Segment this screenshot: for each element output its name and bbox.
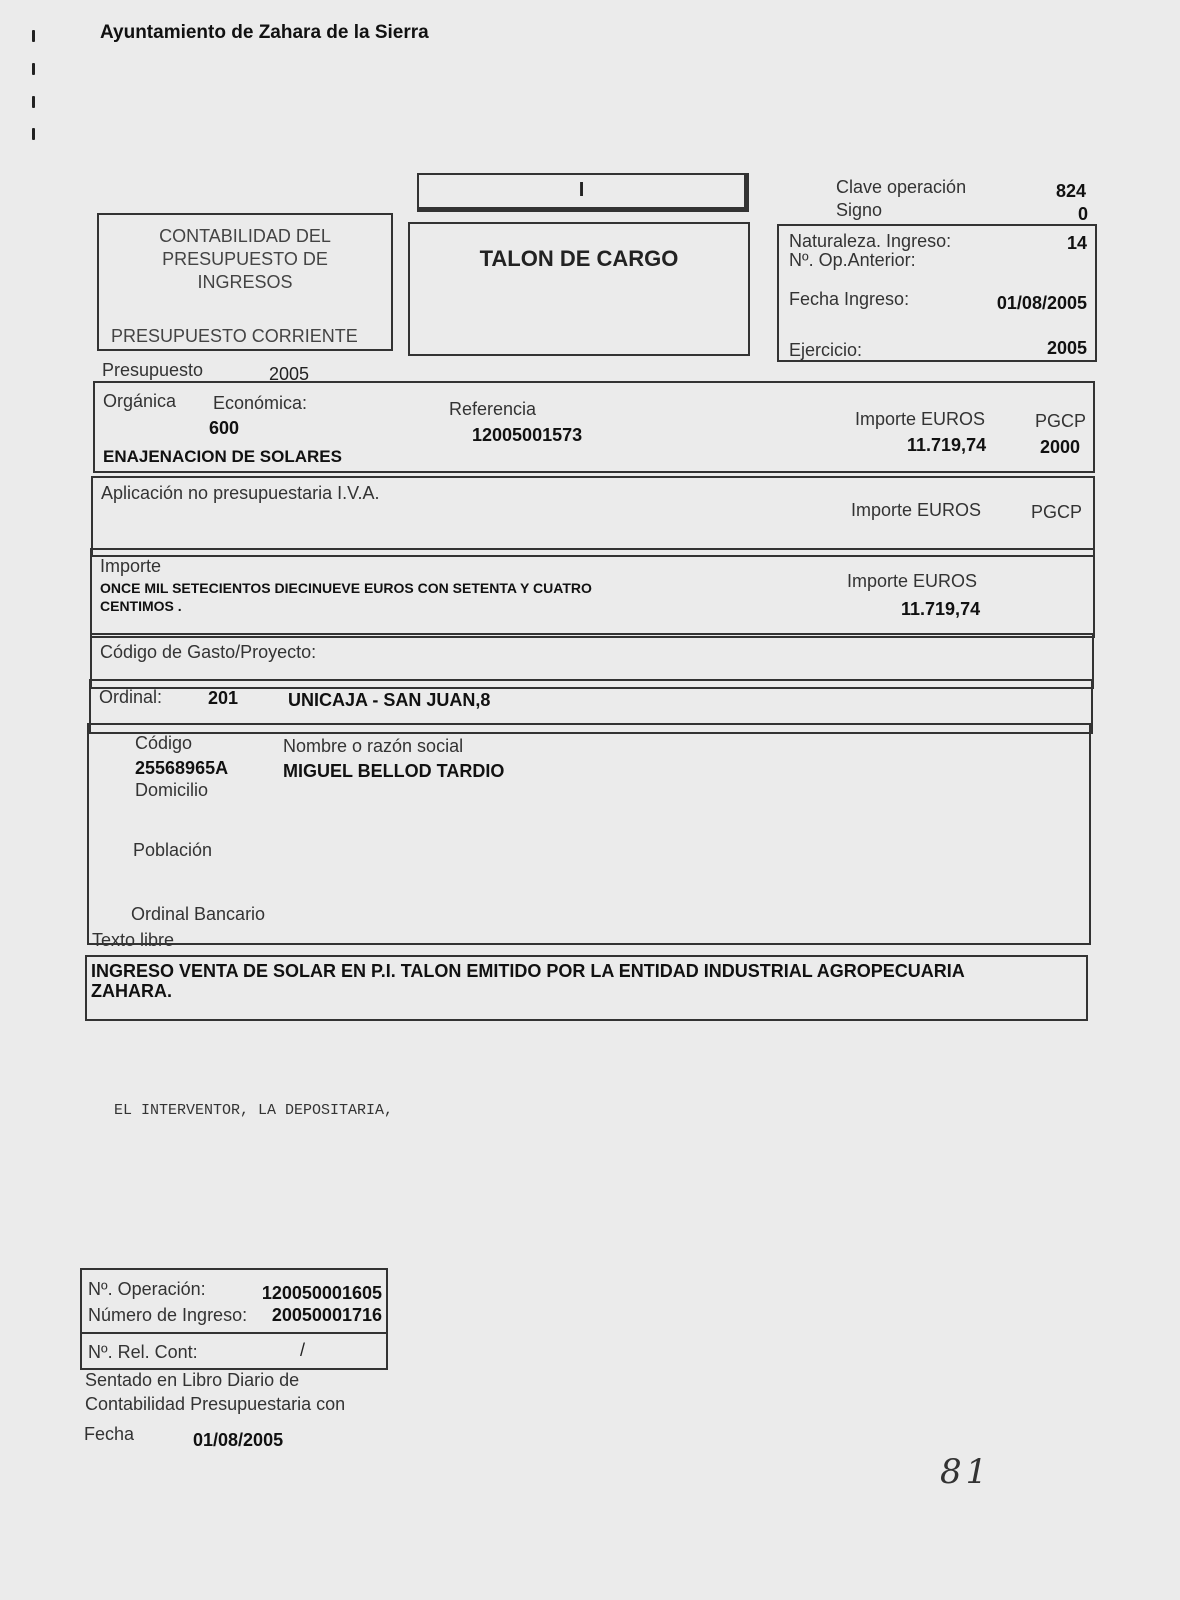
margin-mark — [32, 96, 35, 108]
importe-label: Importe EUROS — [855, 409, 986, 429]
tercero-box — [87, 723, 1091, 945]
texto-libre-label: Texto libre — [92, 930, 175, 950]
rel-cont-value: / — [300, 1340, 306, 1360]
importe-box — [90, 548, 1095, 638]
economica-value: 600 — [209, 418, 240, 438]
importe-text-line2: CENTIMOS . — [100, 598, 182, 614]
fecha-ingreso-label: Fecha Ingreso: — [789, 289, 910, 309]
gasto-label: Código de Gasto/Proyecto: — [100, 642, 317, 662]
entity-name: Ayuntamiento de Zahara de la Sierra — [100, 22, 429, 43]
margin-mark — [32, 128, 35, 140]
ejercicio-value: 2005 — [1046, 338, 1087, 358]
presupuesto-value: 2005 — [269, 364, 310, 384]
ordinal-name: UNICAJA - SAN JUAN,8 — [288, 690, 491, 710]
numero-ingreso-value: 20050001716 — [271, 1305, 382, 1325]
operation-box — [777, 224, 1097, 362]
importe-text-label: Importe — [100, 556, 162, 576]
clave-label: Clave operación — [836, 177, 967, 197]
texto-libre-line1: INGRESO VENTA DE SOLAR EN P.I. TALON EMITIDO POR LA ENTIDAD INDUSTRIAL AGROPECUARIA — [91, 961, 965, 981]
section-line: PRESUPUESTO DE — [162, 249, 328, 269]
codigo-label: Código — [135, 733, 193, 753]
presupuesto-label: Presupuesto — [102, 360, 204, 380]
importe-value: 11.719,74 — [907, 435, 987, 455]
op-anterior-label: Nº. Op.Anterior: — [789, 250, 916, 270]
pgcp-value: 2000 — [1040, 437, 1081, 457]
margin-mark — [32, 63, 35, 75]
footer-box — [80, 1268, 388, 1370]
operacion-value: 120050001605 — [261, 1283, 382, 1303]
ordinal-bancario-label: Ordinal Bancario — [131, 904, 266, 924]
nombre-value: MIGUEL BELLOD TARDIO — [283, 761, 505, 781]
naturaleza-value: 14 — [1066, 233, 1087, 253]
numero-ingreso-label: Número de Ingreso: — [88, 1305, 248, 1325]
codigo-value: 25568965A — [135, 758, 229, 778]
document-title: TALON DE CARGO — [479, 246, 679, 271]
importe-text-line1: ONCE MIL SETECIENTOS DIECINUEVE EUROS CON SETENTA Y CUATRO — [100, 580, 592, 596]
page-marker: I — [578, 179, 585, 201]
economica-label: Económica: — [213, 393, 308, 413]
fecha-label: Fecha — [84, 1424, 135, 1444]
iva-pgcp-label: PGCP — [1031, 502, 1083, 522]
iva-label: Aplicación no presupuestaria I.V.A. — [101, 483, 380, 503]
iva-importe-label: Importe EUROS — [851, 500, 982, 520]
ordinal-number: 201 — [208, 688, 239, 708]
importe-euros-value: 11.719,74 — [901, 599, 981, 619]
rel-cont-label: Nº. Rel. Cont: — [88, 1342, 198, 1362]
iva-box — [91, 476, 1095, 557]
operacion-label: Nº. Operación: — [88, 1279, 206, 1299]
referencia-value: 12005001573 — [472, 425, 583, 445]
section-footer: PRESUPUESTO CORRIENTE — [111, 326, 358, 346]
footer-divider — [82, 1332, 386, 1334]
section-line: INGRESOS — [197, 272, 293, 292]
organica-label: Orgánica — [103, 391, 177, 411]
fecha-value: 01/08/2005 — [193, 1430, 284, 1450]
fecha-ingreso-value: 01/08/2005 — [996, 293, 1087, 313]
section-line: CONTABILIDAD DEL — [159, 226, 331, 246]
signatures-line: EL INTERVENTOR, LA DEPOSITARIA, — [114, 1102, 394, 1119]
title-box — [408, 222, 750, 356]
margin-mark — [32, 30, 35, 42]
handwritten-page-number: 81 — [940, 1452, 992, 1492]
sentado-line1: Sentado en Libro Diario de — [85, 1370, 300, 1390]
sentado-line2: Contabilidad Presupuestaria con — [85, 1394, 346, 1414]
poblacion-label: Población — [133, 840, 213, 860]
signo-label: Signo — [836, 200, 883, 220]
page-marker-box — [417, 173, 749, 212]
naturaleza-label: Naturaleza. Ingreso: — [789, 231, 952, 251]
importe-euros-label: Importe EUROS — [847, 571, 978, 591]
texto-libre-line2: ZAHARA. — [91, 981, 172, 1001]
ejercicio-label: Ejercicio: — [789, 340, 863, 360]
signo-value: 0 — [1078, 204, 1089, 224]
clave-value: 824 — [1056, 181, 1087, 201]
nombre-label: Nombre o razón social — [283, 736, 464, 756]
budget-box — [93, 381, 1095, 473]
texto-libre-box — [85, 955, 1088, 1021]
domicilio-label: Domicilio — [135, 780, 209, 800]
ordinal-label: Ordinal: — [99, 687, 163, 707]
section-box — [97, 213, 393, 351]
pgcp-label: PGCP — [1035, 411, 1087, 431]
concepto: ENAJENACION DE SOLARES — [103, 447, 342, 466]
referencia-label: Referencia — [449, 399, 537, 419]
